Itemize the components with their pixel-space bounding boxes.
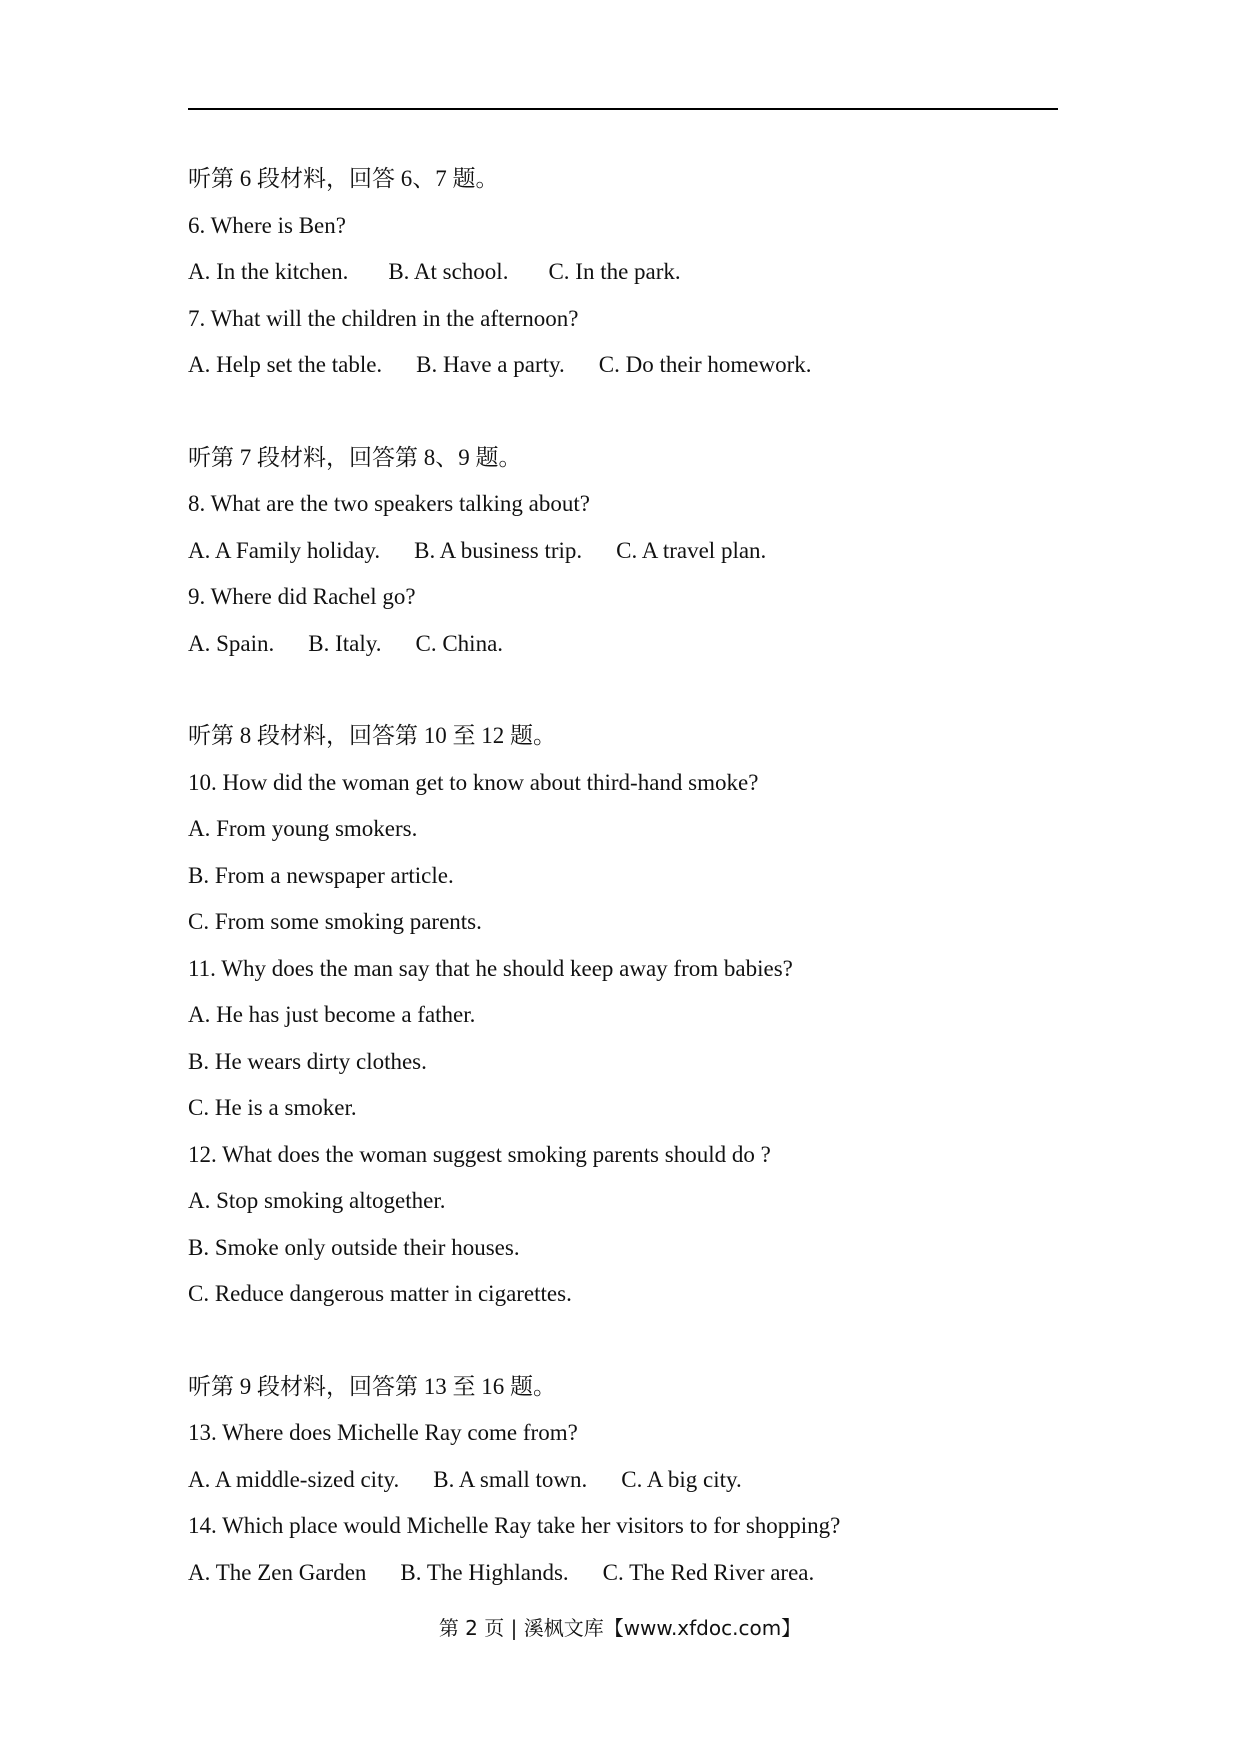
question-text: 11. Why does the man say that he should keep away from babies?	[188, 955, 793, 981]
answer-option[interactable]: A. Spain.	[188, 630, 275, 656]
answer-options	[188, 342, 1058, 389]
listening-section	[188, 1364, 1058, 1597]
answer-option[interactable]: B. Have a party.	[416, 352, 565, 377]
listening-section	[188, 713, 1058, 1318]
answer-options	[188, 528, 1058, 575]
answer-option[interactable]: A. He has just become a father.	[188, 1002, 476, 1027]
section-heading: 听第 8 段材料，回答第 10 至 12 题。	[188, 723, 556, 748]
listening-section	[188, 156, 1058, 389]
answer-options	[188, 249, 1058, 296]
answer-option[interactable]: B. He wears dirty clothes.	[188, 1048, 427, 1074]
answer-option[interactable]: B. From a newspaper article.	[188, 862, 454, 888]
answer-option[interactable]: A. Stop smoking altogether.	[188, 1188, 446, 1213]
answer-option[interactable]: B. A small town.	[433, 1466, 588, 1492]
answer-option[interactable]: C. Reduce dangerous matter in cigarettes.	[188, 1281, 572, 1306]
answer-option[interactable]: C. The Red River area.	[602, 1559, 815, 1585]
section-heading: 听第 6 段材料，回答 6、7 题。	[188, 166, 499, 191]
header-rule	[188, 108, 1058, 110]
answer-option[interactable]: B. The Highlands.	[400, 1559, 569, 1585]
answer-options	[188, 1550, 1058, 1597]
question-text: 6. Where is Ben?	[188, 212, 346, 238]
answer-option[interactable]: A. The Zen Garden	[188, 1559, 367, 1585]
exam-content	[188, 156, 1058, 1596]
listening-section	[188, 435, 1058, 668]
question-text: 7. What will the children in the afternoon?	[188, 305, 579, 331]
answer-option[interactable]: B. A business trip.	[414, 537, 583, 563]
section-heading: 听第 9 段材料，回答第 13 至 16 题。	[188, 1373, 556, 1399]
question-text: 14. Which place would Michelle Ray take her visitors to for shopping?	[188, 1513, 841, 1538]
answer-option[interactable]: A. In the kitchen.	[188, 259, 349, 284]
answer-option[interactable]: C. From some smoking parents.	[188, 909, 482, 934]
answer-option[interactable]: C. A big city.	[621, 1466, 742, 1492]
answer-option[interactable]: B. At school.	[388, 259, 509, 284]
answer-option[interactable]: A. Help set the table.	[188, 352, 383, 377]
answer-option[interactable]: C. He is a smoker.	[188, 1095, 357, 1120]
question-text: 12. What does the woman suggest smoking parents should do ?	[188, 1141, 771, 1167]
answer-option[interactable]: A. From young smokers.	[188, 816, 418, 841]
answer-options	[188, 621, 1058, 668]
section-heading: 听第 7 段材料，回答第 8、9 题。	[188, 444, 522, 470]
answer-option[interactable]: C. China.	[415, 630, 504, 656]
question-text: 10. How did the woman get to know about third-hand smoke?	[188, 769, 759, 795]
answer-option[interactable]: A. A middle-sized city.	[188, 1466, 400, 1492]
page-footer: 第 2 页 | 溪枫文库【www.xfdoc.com】	[438, 1616, 802, 1640]
answer-option[interactable]: C. In the park.	[548, 259, 681, 284]
question-text: 13. Where does Michelle Ray come from?	[188, 1420, 578, 1445]
answer-options	[188, 1457, 1058, 1504]
answer-option[interactable]: B. Smoke only outside their houses.	[188, 1234, 520, 1260]
answer-option[interactable]: B. Italy.	[308, 630, 382, 656]
answer-option[interactable]: C. A travel plan.	[616, 537, 767, 563]
answer-option[interactable]: C. Do their homework.	[598, 352, 812, 377]
question-text: 9. Where did Rachel go?	[188, 584, 416, 609]
answer-option[interactable]: A. A Family holiday.	[188, 537, 381, 563]
question-text: 8. What are the two speakers talking about?	[188, 491, 590, 516]
